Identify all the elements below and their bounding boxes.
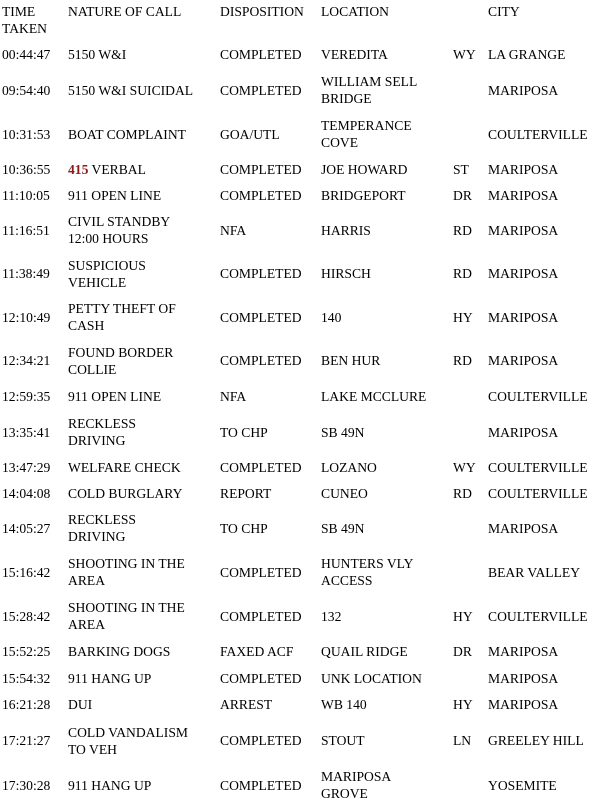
- cell-city: MARIPOSA: [488, 424, 559, 440]
- cell-nature-of-call: WELFARE CHECK: [68, 459, 181, 475]
- cell-street-suffix: [453, 410, 485, 454]
- table-row: [0, 112, 614, 156]
- table-row: [0, 594, 614, 638]
- table-row: [0, 183, 614, 208]
- cell-nature-of-call: DUI: [68, 697, 93, 712]
- cell-nature-of-call: FOUND BORDER COLLIE: [68, 344, 174, 377]
- cell-disposition: COMPLETED: [220, 459, 302, 475]
- cell-city: COULTERVILLE: [488, 608, 588, 624]
- cell-disposition: COMPLETED: [220, 47, 302, 62]
- cell-nature-of-call: CIVIL STANDBY 12:00 HOURS: [68, 214, 171, 246]
- cell-location: BRIDGEPORT: [321, 188, 406, 203]
- cell-city: GREELEY HILL: [488, 733, 584, 748]
- cell-time: 09:54:40: [2, 82, 51, 98]
- cell-disposition: COMPLETED: [220, 608, 302, 624]
- cell-location: MARIPOSA GROVE: [321, 769, 392, 801]
- cell-city: MARIPOSA: [488, 309, 559, 325]
- cell-disposition: GOA/UTL: [220, 126, 280, 142]
- cell-street-suffix: HY: [453, 309, 473, 325]
- cell-time: 12:59:35: [2, 388, 51, 404]
- table-row: [0, 506, 614, 550]
- cell-location: BEN HUR: [321, 353, 381, 368]
- cell-time: 10:36:55: [2, 162, 51, 177]
- table-row: [0, 665, 614, 691]
- cell-location: STOUT: [321, 733, 365, 748]
- cell-time: 00:44:47: [2, 47, 51, 62]
- cell-street-suffix: WY: [453, 47, 476, 62]
- table-row: [0, 763, 614, 807]
- cell-street-suffix: [453, 665, 485, 691]
- cell-time: 12:10:49: [2, 309, 51, 325]
- table-row: [0, 638, 614, 665]
- cell-time: 15:16:42: [2, 564, 51, 580]
- cell-disposition: COMPLETED: [220, 162, 302, 177]
- cell-city: MARIPOSA: [488, 266, 559, 281]
- cell-disposition: COMPLETED: [220, 777, 302, 793]
- cell-disposition: COMPLETED: [220, 82, 302, 98]
- cell-city: BEAR VALLEY: [488, 564, 581, 580]
- cell-street-suffix: [453, 382, 485, 410]
- table-row: [0, 295, 614, 339]
- cell-nature-of-call: RECKLESS DRIVING: [68, 512, 136, 544]
- cell-street-suffix: HY: [453, 697, 473, 712]
- cell-time: 15:52:25: [2, 644, 51, 659]
- cell-street-suffix: RD: [453, 266, 472, 281]
- cell-city: COULTERVILLE: [488, 485, 588, 501]
- cell-nature-of-call: BARKING DOGS: [68, 644, 171, 659]
- cell-street-suffix: [453, 550, 485, 594]
- table-row: [0, 454, 614, 480]
- cell-city: MARIPOSA: [488, 670, 559, 686]
- call-code-highlight: 415: [68, 162, 89, 177]
- cell-nature-of-call: 5150 W&I SUICIDAL: [68, 82, 194, 98]
- cell-disposition: COMPLETED: [220, 733, 302, 748]
- cell-disposition: FAXED ACF: [220, 644, 294, 659]
- cell-location: LOZANO: [321, 459, 377, 475]
- cell-city: MARIPOSA: [488, 82, 559, 98]
- cell-nature-of-call: [68, 156, 218, 183]
- cell-location: UNK LOCATION: [321, 670, 422, 686]
- cell-city: MARIPOSA: [488, 520, 559, 536]
- cell-street-suffix: ST: [453, 162, 469, 177]
- table-row: [0, 41, 614, 68]
- cell-street-suffix: [453, 506, 485, 550]
- cell-city: MARIPOSA: [488, 644, 559, 659]
- cell-location: VEREDITA: [321, 47, 388, 62]
- cell-city: LA GRANGE: [488, 47, 566, 62]
- table-row: [0, 480, 614, 506]
- cell-disposition: COMPLETED: [220, 670, 302, 686]
- cell-nature-of-call: COLD BURGLARY: [68, 485, 183, 501]
- cell-time: 15:28:42: [2, 608, 51, 624]
- table-row: [0, 339, 614, 382]
- cell-street-suffix: RD: [453, 222, 472, 238]
- cell-location: HIRSCH: [321, 266, 371, 281]
- cell-disposition: COMPLETED: [220, 564, 302, 580]
- cell-location: LAKE MCCLURE: [321, 388, 427, 404]
- cell-city: MARIPOSA: [488, 162, 559, 177]
- cell-location: WILLIAM SELL BRIDGE: [321, 74, 418, 106]
- header-nature-of-call: NATURE OF CALL: [68, 4, 182, 19]
- cell-time: 13:47:29: [2, 459, 51, 475]
- table-row: [0, 550, 614, 594]
- cell-street-suffix: DR: [453, 644, 472, 659]
- table-row: [0, 156, 614, 183]
- cell-location: HUNTERS VLY ACCESS: [321, 556, 414, 588]
- cell-disposition: TO CHP: [220, 520, 268, 536]
- cell-street-suffix: HY: [453, 608, 473, 624]
- cell-time: 10:31:53: [2, 126, 51, 142]
- cell-disposition: TO CHP: [220, 424, 268, 440]
- cell-disposition: COMPLETED: [220, 353, 302, 368]
- cell-street-suffix: LN: [453, 733, 472, 748]
- table-row: [0, 252, 614, 295]
- cell-time: 14:04:08: [2, 485, 51, 501]
- cell-city: MARIPOSA: [488, 222, 559, 238]
- cell-time: 14:05:27: [2, 520, 51, 536]
- call-rows: [0, 41, 614, 807]
- cell-nature-of-call: PETTY THEFT OF CASH: [68, 301, 176, 333]
- table-row: [0, 410, 614, 454]
- cell-time: 12:34:21: [2, 353, 51, 368]
- cell-time: 15:54:32: [2, 670, 51, 686]
- cell-nature-of-call: 911 OPEN LINE: [68, 388, 162, 404]
- table-row: [0, 718, 614, 763]
- cell-location: SB 49N: [321, 424, 365, 440]
- cell-city: COULTERVILLE: [488, 388, 588, 404]
- table-row: [0, 382, 614, 410]
- cell-nature-of-call: SUSPICIOUS VEHICLE: [68, 257, 146, 290]
- call-nature-text: VERBAL: [88, 162, 146, 177]
- cell-time: 11:16:51: [2, 222, 50, 238]
- cell-nature-of-call: 911 OPEN LINE: [68, 188, 162, 203]
- cell-nature-of-call: BOAT COMPLAINT: [68, 126, 186, 142]
- cell-street-suffix: [453, 763, 485, 807]
- cell-city: MARIPOSA: [488, 353, 559, 368]
- table-row: [0, 68, 614, 112]
- cell-nature-of-call: RECKLESS DRIVING: [68, 416, 136, 448]
- cell-time: 16:21:28: [2, 697, 51, 712]
- cell-city: MARIPOSA: [488, 697, 559, 712]
- cell-city: MARIPOSA: [488, 188, 559, 203]
- cell-nature-of-call: COLD VANDALISM TO VEH: [68, 724, 188, 757]
- cell-disposition: NFA: [220, 388, 247, 404]
- table-row: [0, 208, 614, 252]
- cell-nature-of-call: 911 HANG UP: [68, 670, 152, 686]
- cell-location: JOE HOWARD: [321, 162, 408, 177]
- cell-nature-of-call: 911 HANG UP: [68, 777, 152, 793]
- cell-disposition: COMPLETED: [220, 266, 302, 281]
- table-row: [0, 691, 614, 718]
- cell-street-suffix: [453, 68, 485, 112]
- cell-nature-of-call: SHOOTING IN THE AREA: [68, 556, 185, 588]
- cell-time: 17:21:27: [2, 733, 51, 748]
- cell-city: YOSEMITE: [488, 777, 557, 793]
- cell-street-suffix: RD: [453, 485, 472, 501]
- cell-street-suffix: WY: [453, 459, 476, 475]
- cell-location: QUAIL RIDGE: [321, 644, 408, 659]
- cell-location: CUNEO: [321, 485, 368, 501]
- cell-disposition: REPORT: [220, 485, 272, 501]
- cell-time: 11:10:05: [2, 188, 50, 203]
- header-street-suffix: [453, 0, 485, 44]
- cell-time: 13:35:41: [2, 424, 51, 440]
- cell-city: COULTERVILLE: [488, 459, 588, 475]
- cell-location: 140: [321, 309, 342, 325]
- cell-disposition: NFA: [220, 222, 247, 238]
- cell-street-suffix: RD: [453, 353, 472, 368]
- cell-location: 132: [321, 608, 342, 624]
- cell-location: TEMPERANCE COVE: [321, 118, 412, 150]
- cell-street-suffix: [453, 112, 485, 156]
- header-location: LOCATION: [321, 4, 389, 19]
- header-city: CITY: [488, 4, 520, 19]
- header-time-taken: TIME TAKEN: [2, 4, 47, 36]
- cell-disposition: ARREST: [220, 697, 273, 712]
- cell-disposition: COMPLETED: [220, 309, 302, 325]
- cell-time: 17:30:28: [2, 777, 51, 793]
- cell-location: WB 140: [321, 697, 367, 712]
- cell-location: SB 49N: [321, 520, 365, 536]
- header-row: [0, 0, 614, 41]
- cell-street-suffix: DR: [453, 188, 472, 203]
- cell-city: COULTERVILLE: [488, 126, 588, 142]
- cell-nature-of-call: SHOOTING IN THE AREA: [68, 600, 185, 632]
- cell-location: HARRIS: [321, 222, 371, 238]
- header-disposition: DISPOSITION: [220, 4, 304, 19]
- cell-nature-of-call: 5150 W&I: [68, 47, 127, 62]
- cell-time: 11:38:49: [2, 266, 50, 281]
- cell-disposition: COMPLETED: [220, 188, 302, 203]
